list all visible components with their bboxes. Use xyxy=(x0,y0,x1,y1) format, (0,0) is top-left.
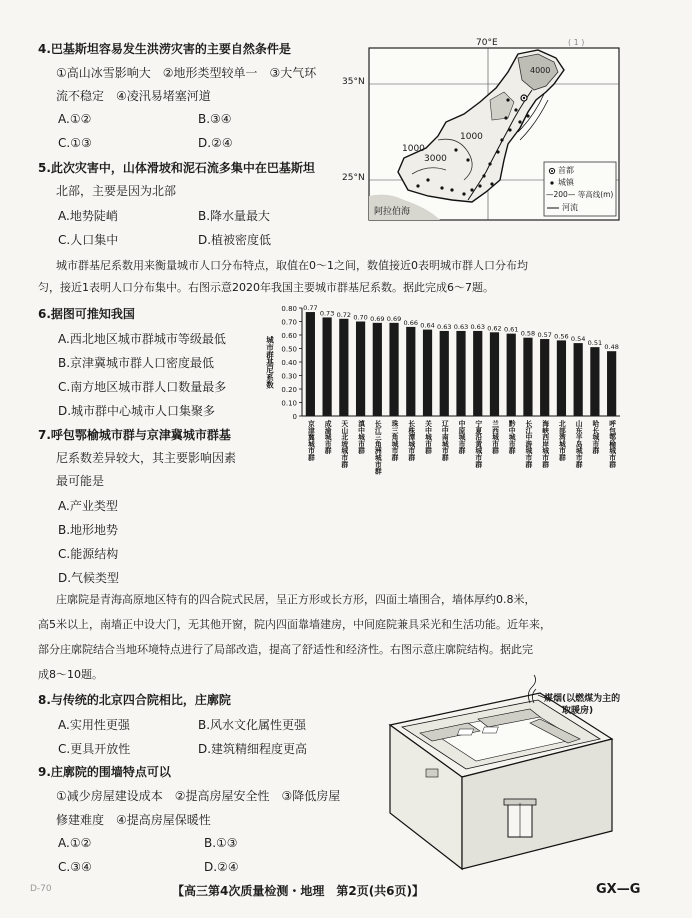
category-label: 长株潭城市群 xyxy=(406,420,415,461)
y-tick-label: 0.80 xyxy=(281,305,297,313)
bar-value-label: 0.70 xyxy=(353,313,368,322)
q7-stem-line2: 尼系数差异较大，其主要影响因素 xyxy=(56,451,237,465)
intro-8-10-line4: 成8～10题。 xyxy=(38,668,103,681)
bar-value-label: 0.77 xyxy=(303,304,318,313)
q8-stem: 8.与传统的北京四合院相比，庄廓院 xyxy=(38,693,231,707)
bar-value-label: 0.62 xyxy=(487,324,502,333)
q7-option-a: A.产业类型 xyxy=(58,499,118,513)
category-label: 宁夏沿黄城市群 xyxy=(473,420,482,468)
bar xyxy=(507,334,516,416)
category-label: 成渝城市群 xyxy=(323,420,332,454)
q4-option-d: D.②④ xyxy=(198,136,233,150)
bar-value-label: 0.69 xyxy=(386,314,402,323)
intro-8-10-line2: 高5米以上，南墙正中设大门，无其他开窗，院内四面靠墙建房，中间庭院兼具采光和生活功能。近年来， xyxy=(38,618,551,631)
q5-option-b: B.降水量最大 xyxy=(198,209,271,223)
q6-option-b: B.京津冀城市群人口密度最低 xyxy=(58,356,215,370)
bar-value-label: 0.51 xyxy=(587,339,603,348)
intro-8-10-line3: 部分庄廓院结合当地环境特点进行了局部改造，提高了舒适性和经济性。右图示意庄廓院结构。据此完 xyxy=(38,643,533,656)
q4-option-a: A.①② xyxy=(58,112,92,126)
bar-value-label: 0.63 xyxy=(437,322,452,331)
category-label: 关中城市群 xyxy=(423,420,432,454)
category-label: 黔中城市群 xyxy=(507,420,516,454)
y-tick-label: 0.30 xyxy=(281,372,297,381)
smoke-label-line1: 煤烟(以燃煤为主的 xyxy=(544,694,621,704)
bar-value-label: 0.58 xyxy=(520,329,536,338)
category-label: 京津冀城市群 xyxy=(306,420,315,461)
gini-bar-chart xyxy=(262,302,632,514)
bar xyxy=(406,327,415,416)
q5-option-a: A.地势陡峭 xyxy=(58,209,118,223)
q4-option-b: B.③④ xyxy=(198,112,232,126)
q6-stem: 6.据图可推知我国 xyxy=(38,307,135,321)
bar xyxy=(339,319,348,416)
bar-value-label: 0.66 xyxy=(403,318,419,327)
q8-option-d: D.建筑精细程度更高 xyxy=(198,742,308,756)
y-tick-label: 0.10 xyxy=(281,399,297,408)
bar xyxy=(574,343,583,416)
category-label: 天山北坡城市群 xyxy=(339,420,348,468)
category-label: 中原城市群 xyxy=(457,420,465,454)
bar-value-label: 0.48 xyxy=(604,343,619,352)
bar xyxy=(306,312,315,416)
q7-option-b: B.地形地势 xyxy=(58,523,119,537)
q9-stem: 9.庄廓院的围墙特点可以 xyxy=(38,765,171,779)
bar xyxy=(523,338,532,416)
bar xyxy=(607,351,616,416)
bar xyxy=(590,347,599,416)
y-tick-label: 0.70 xyxy=(281,318,297,327)
bar-value-label: 0.64 xyxy=(420,321,435,330)
bar-value-label: 0.54 xyxy=(570,335,586,344)
q5-stem-line2: 北部，主要是因为北部 xyxy=(56,184,177,198)
q5-option-c: C.人口集中 xyxy=(58,233,119,247)
category-label: 滇中城市群 xyxy=(356,420,365,454)
q9-option-a: A.①② xyxy=(58,836,92,850)
bar-value-label: 0.57 xyxy=(537,331,552,340)
y-tick-label: 0.40 xyxy=(281,359,297,367)
q5-option-d: D.植被密度低 xyxy=(198,233,272,247)
legend-capital: 首都 xyxy=(558,166,574,175)
intro-6-7-line2: 匀，接近1表明人口分布集中。右图示意2020年我国主要城市群基尼系数。据此完成6～7题。 xyxy=(38,281,494,294)
q9-option-c: C.③④ xyxy=(58,860,92,874)
category-label: 长江三角洲城市群 xyxy=(373,420,382,475)
q8-option-b: B.风水文化属性更强 xyxy=(198,718,307,732)
q8-option-c: C.更具开放性 xyxy=(58,742,131,756)
bar xyxy=(456,331,465,416)
bar xyxy=(423,330,432,416)
q7-stem-line3: 最可能是 xyxy=(56,474,105,488)
legend-contour: —200— 等高线(m) xyxy=(546,190,614,199)
bar-value-label: 0.63 xyxy=(453,322,469,331)
footer-page-info: 【高三第4次质量检测・地理 第2页(共6页)】 xyxy=(172,884,425,898)
bar-value-label: 0.56 xyxy=(554,332,569,341)
map-corner-note: ( 1 ) xyxy=(568,38,585,47)
legend-town: 城镇 xyxy=(558,178,574,187)
category-label: 长江中游城市群 xyxy=(523,420,532,468)
q9-conditions-line2: 修建难度 ④提高房屋保暖性 xyxy=(56,813,211,827)
map-contour-1000-a: 1000 xyxy=(460,132,483,142)
q9-conditions-line1: ①减少房屋建设成本 ②提高房屋安全性 ③降低房屋 xyxy=(56,789,341,803)
q6-option-a: A.西北地区城市群城市等级最低 xyxy=(58,332,226,346)
map-lat25-label: 25°N xyxy=(342,173,365,183)
q4-option-c: C.①③ xyxy=(58,136,92,150)
bar xyxy=(440,331,449,416)
q9-option-d: D.②④ xyxy=(204,860,239,874)
bar xyxy=(389,323,398,416)
category-label: 哈长城市群 xyxy=(590,420,599,454)
q7-option-c: C.能源结构 xyxy=(58,547,119,561)
q4-stem: 4.巴基斯坦容易发生洪涝灾害的主要自然条件是 xyxy=(38,42,291,56)
intro-8-10-line1: 庄廓院是青海高原地区特有的四合院式民居，呈正方形或长方形，四面土墙围合，墙体厚约0.8米， xyxy=(56,593,536,606)
bar xyxy=(356,322,365,417)
q9-option-b: B.①③ xyxy=(204,836,238,850)
category-label: 呼包鄂榆城市群 xyxy=(607,420,616,468)
category-label: 北部湾城市群 xyxy=(557,420,566,461)
map-lat35-label: 35°N xyxy=(342,77,365,87)
footer-left-code: D-70 xyxy=(30,884,52,894)
q6-option-c: C.南方地区城市群人口数量最多 xyxy=(58,380,227,394)
category-label: 辽中南城市群 xyxy=(440,420,449,461)
y-tick-label: 0 xyxy=(292,413,297,421)
map-sea-label: 阿拉伯海 xyxy=(374,207,411,217)
bar xyxy=(323,317,332,416)
bar-value-label: 0.61 xyxy=(503,325,519,334)
zhuangkuo-courtyard-figure xyxy=(380,673,622,873)
map-contour-3000: 3000 xyxy=(424,154,447,164)
bar-value-label: 0.73 xyxy=(319,309,335,318)
bar-value-label: 0.72 xyxy=(336,310,352,319)
category-label: 兰西城市群 xyxy=(490,420,499,454)
pakistan-flood-map xyxy=(342,38,620,222)
q4-conditions-line1: ①高山冰雪影响大 ②地形类型较单一 ③大气环 xyxy=(56,66,317,80)
y-tick-label: 0.60 xyxy=(281,332,297,340)
q4-conditions-line2: 流不稳定 ④凌汛易堵塞河道 xyxy=(56,89,211,103)
y-tick-label: 0.50 xyxy=(281,345,297,354)
map-longitude-label: 70°E xyxy=(476,38,498,48)
bar xyxy=(557,340,566,416)
q8-option-a: A.实用性更强 xyxy=(58,718,130,732)
bar xyxy=(373,323,382,416)
intro-6-7-line1: 城市群基尼系数用来衡量城市人口分布特点，取值在0～1之间，数值接近0表明城市群人口分布均 xyxy=(56,259,528,272)
bar-value-label: 0.69 xyxy=(370,314,385,323)
map-contour-1000-b: 1000 xyxy=(402,144,425,154)
category-label: 珠三角城市群 xyxy=(390,420,399,461)
y-axis-label: 城市群基尼系数 xyxy=(265,335,275,389)
q7-stem-line1: 7.呼包鄂榆城市群与京津冀城市群基 xyxy=(38,428,231,442)
y-tick-label: 0.20 xyxy=(281,386,297,394)
legend-river: 河流 xyxy=(562,203,578,212)
q5-stem-line1: 5.此次灾害中，山体滑坡和泥石流多集中在巴基斯坦 xyxy=(38,161,315,175)
footer-paper-code: GX—G xyxy=(596,882,641,897)
smoke-label-line2: 取暖房) xyxy=(562,706,594,716)
category-label: 山东半岛城市群 xyxy=(574,420,583,468)
bar-value-label: 0.63 xyxy=(470,322,485,331)
q7-option-d: D.气候类型 xyxy=(58,571,120,585)
bar xyxy=(473,331,482,416)
q6-option-d: D.城市群中心城市人口集聚多 xyxy=(58,404,216,418)
map-contour-4000: 4000 xyxy=(530,66,551,75)
gini-chart-svg xyxy=(262,302,632,514)
bar xyxy=(540,339,549,416)
bar xyxy=(490,332,499,416)
category-label: 海峡西岸城市群 xyxy=(540,420,549,468)
